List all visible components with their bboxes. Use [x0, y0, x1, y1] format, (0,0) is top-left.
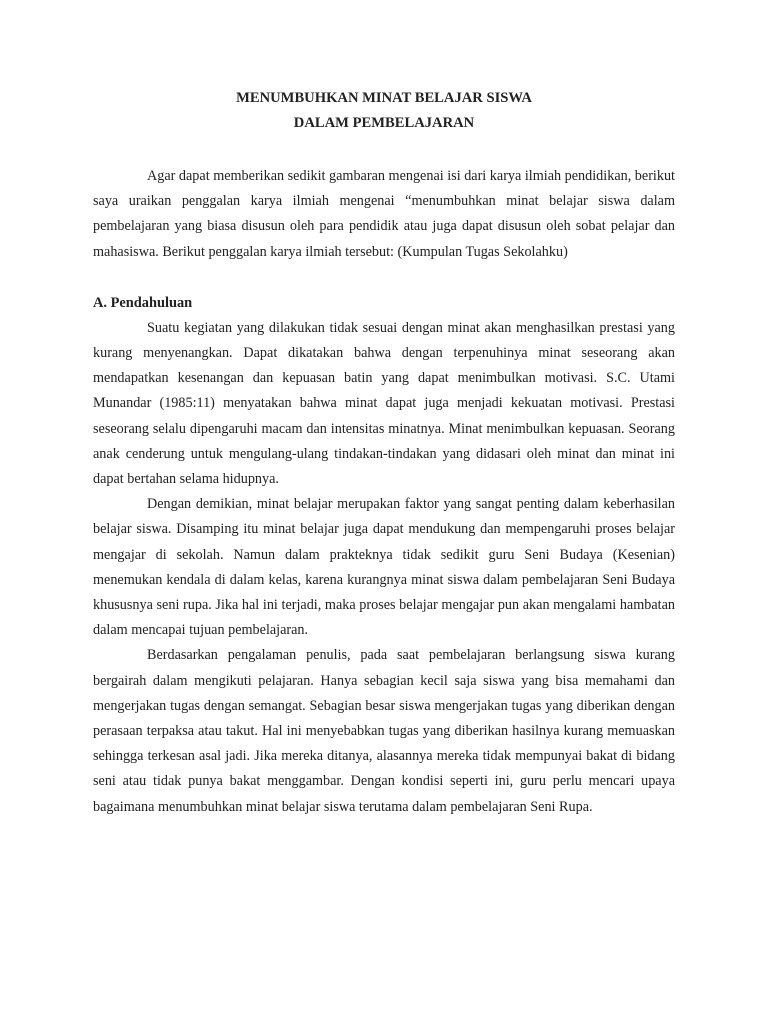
- intro-paragraph: Agar dapat memberikan sedikit gambaran mengenai isi dari karya ilmiah pendidikan, berikut saya uraikan penggalan karya ilmiah mengenai “menumbuhkan minat belajar siswa dalam pembelajaran yang biasa disusun oleh para pendidik atau juga dapat disusun oleh sobat pelajar dan mahasiswa. Berikut penggalan karya ilmiah tersebut: (Kumpulan Tugas Sekolahku): [93, 168, 675, 260]
- section-heading: A. Pendahuluan: [93, 294, 193, 311]
- title-line-2: DALAM PEMBELAJARAN: [293, 115, 475, 131]
- document-title: [93, 86, 675, 136]
- title-line-1: MENUMBUHKAN MINAT BELAJAR SISWA: [236, 90, 532, 106]
- body-paragraph-1: Suatu kegiatan yang dilakukan tidak sesuai dengan minat akan menghasilkan prestasi yang kurang menyenangkan. Dapat dikatakan bahwa dengan terpenuhinya minat seseorang akan mendapatkan kesenangan dan kepuasan batin yang dapat menimbulkan motivasi. S.C. Utami Munandar (1985:11) menyatakan bahwa minat dapat juga menjadi kekuatan motivasi. Prestasi seseorang selalu dipengaruhi macam dan intensitas minatnya. Minat menimbulkan kepuasan. Seorang anak cenderung untuk mengulang-ulang tindakan-tindakan yang didasari oleh minat dan minat ini dapat bertahan selama hidupnya.: [93, 319, 675, 488]
- body-paragraph-2: Dengan demikian, minat belajar merupakan faktor yang sangat penting dalam keberhasilan belajar siswa. Disamping itu minat belajar juga dapat mendukung dan mempengaruhi proses belajar mengajar di sekolah. Namun dalam prakteknya tidak sedikit guru Seni Budaya (Kesenian) menemukan kendala di dalam kelas, karena kurangnya minat siswa dalam pembelajaran Seni Budaya khususnya seni rupa. Jika hal ini terjadi, maka proses belajar mengajar pun akan mengalami hambatan dalam mencapai tujuan pembelajaran.: [93, 496, 675, 639]
- document-page: [93, 86, 675, 820]
- body-paragraph-3: Berdasarkan pengalaman penulis, pada saat pembelajaran berlangsung siswa kurang bergairah dalam mengikuti pelajaran. Hanya sebagian kecil saja siswa yang bisa memahami dan mengerjakan tugas dengan semangat. Sebagian besar siswa mengerjakan tugas yang diberikan dengan perasaan terpaksa atau takut. Hal ini menyebabkan tugas yang diberikan hasilnya kurang memuaskan sehingga terkesan asal jadi. Jika mereka ditanya, alasannya mereka tidak mempunyai bakat di bidang seni atau tidak punya bakat menggambar. Dengan kondisi seperti ini, guru perlu mencari upaya bagaimana menumbuhkan minat belajar siswa terutama dalam pembelajaran Seni Rupa.: [93, 647, 675, 815]
